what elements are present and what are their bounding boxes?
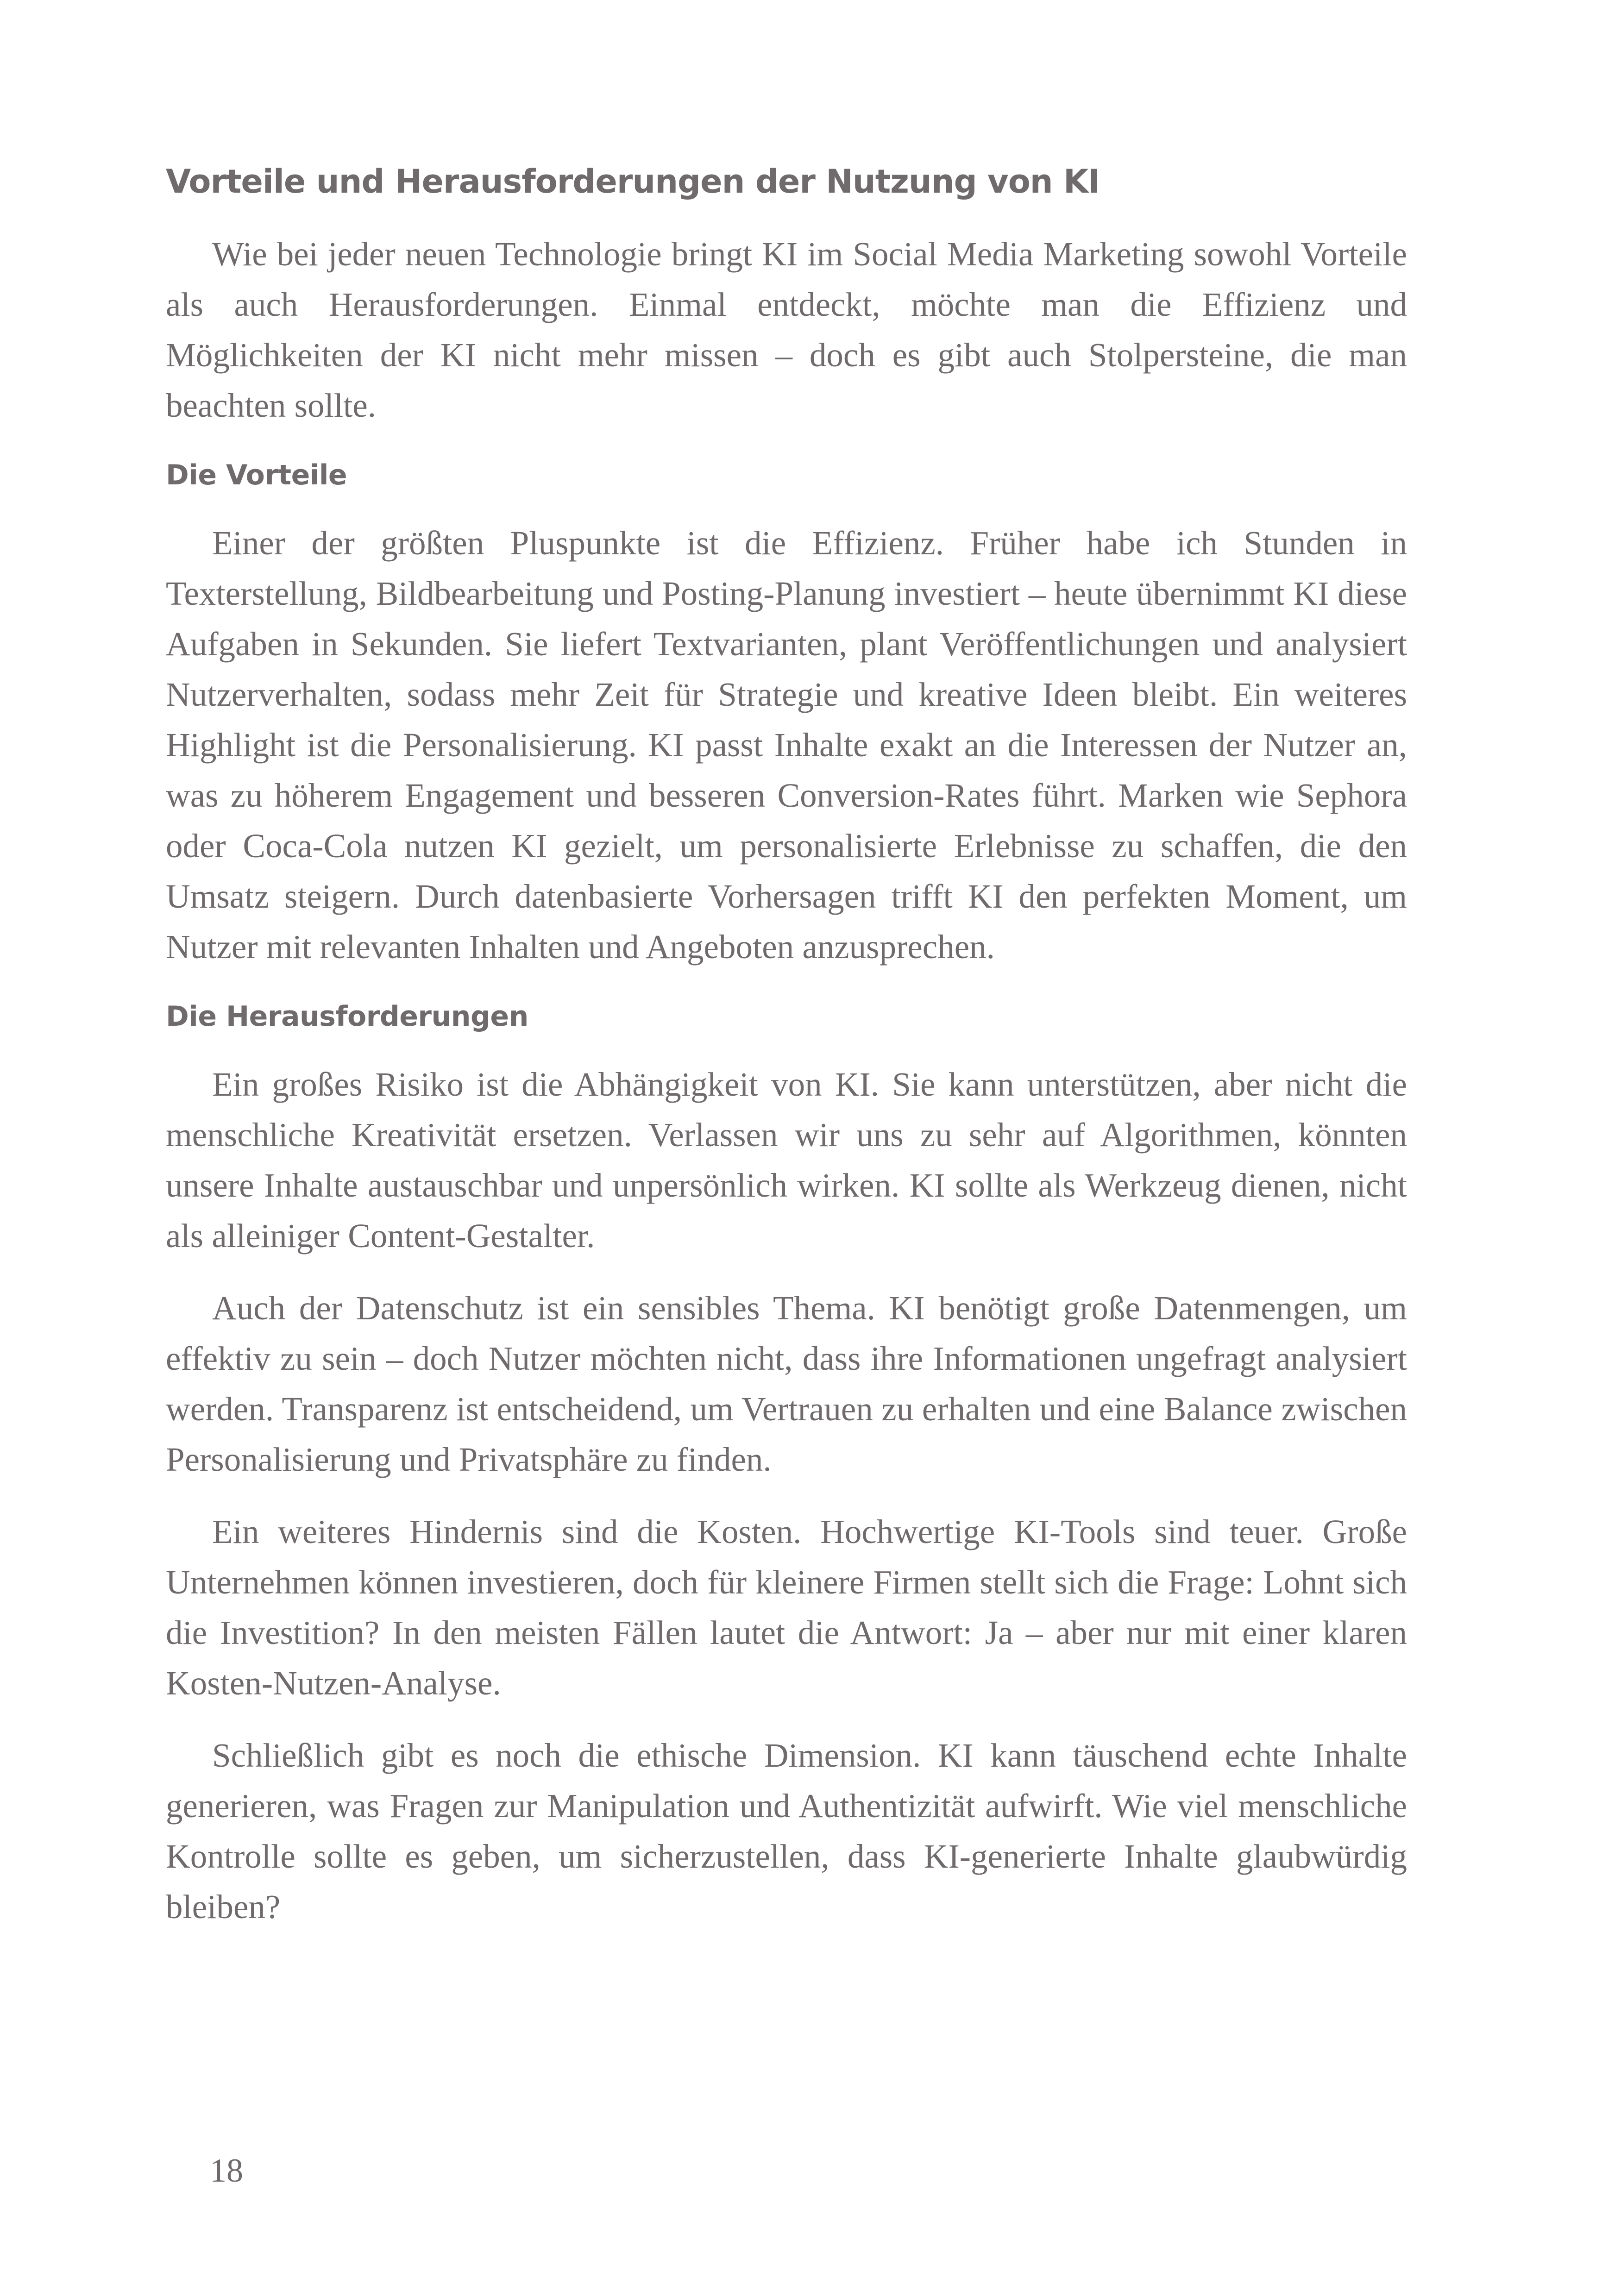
intro-paragraph: Wie bei jeder neuen Technologie bringt KI im Social Media Marketing sowohl Vorteile als auch Herausforderungen. Einmal entdeckt, möchte man die Effizienz und Möglichkeiten der KI nicht mehr missen – doch es gibt auch Stolpersteine, die man beachten sollte. — [166, 235, 1407, 424]
vorteile-paragraph: Einer der größten Pluspunkte ist die Effizienz. Früher habe ich Stunden in Texterstellung, Bildbearbeitung und Posting-Planung investiert – heute übernimmt KI diese Aufgaben in Sekunden. Sie liefert Textvarianten, plant Veröffentlichungen und analysiert Nutzerverhalten, sodass mehr Zeit für Strategie und kreative Ideen bleibt. Ein weiteres Highlight ist die Personalisierung. KI passt Inhalte exakt an die Interessen der Nutzer an, was zu höherem Engagement und besseren Conversion-Rates führt. Marken wie Sephora oder Coca-Cola nutzen KI gezielt, um personalisierte Erlebnisse zu schaffen, die den Umsatz steigern. Durch datenbasierte Vorhersagen trifft KI den perfekten Moment, um Nutzer mit relevanten Inhalten und Angeboten anzusprechen. — [166, 524, 1407, 966]
section-heading-herausforderungen: Die Herausforderungen — [166, 1000, 528, 1033]
section-heading-vorteile: Die Vorteile — [166, 459, 347, 491]
herausforderungen-paragraph-kosten: Ein weiteres Hindernis sind die Kosten. Hochwertige KI-Tools sind teuer. Große Unternehmen können investieren, doch für kleinere Firmen stellt sich die Frage: Lohnt sich die Investition? In den meisten Fällen lautet die Antwort: Ja – aber nur mit einer klaren Kosten-Nutzen-Analyse. — [166, 1513, 1407, 1702]
herausforderungen-paragraph-abhaengigkeit: Ein großes Risiko ist die Abhängigkeit von KI. Sie kann unterstützen, aber nicht die menschliche Kreativität ersetzen. Verlassen wir uns zu sehr auf Algorithmen, könnten unsere Inhalte austauschbar und unpersönlich wirken. KI sollte als Werkzeug dienen, nicht als alleiniger Content-Gestalter. — [166, 1066, 1407, 1255]
herausforderungen-paragraph-ethik: Schließlich gibt es noch die ethische Dimension. KI kann täuschend echte Inhalte generieren, was Fragen zur Manipulation und Authentizität aufwirft. Wie viel menschliche Kontrolle sollte es geben, um sicherzustellen, dass KI-generierte Inhalte glaubwürdig bleiben? — [166, 1737, 1407, 1926]
chapter-heading: Vorteile und Herausforderungen der Nutzung von KI — [166, 163, 1100, 201]
herausforderungen-paragraph-datenschutz: Auch der Datenschutz ist ein sensibles Thema. KI benötigt große Datenmengen, um effektiv zu sein – doch Nutzer möchten nicht, dass ihre Informationen ungefragt analysiert werden. Transparenz ist entscheidend, um Vertrauen zu erhalten und eine Balance zwischen Personalisierung und Privatsphäre zu finden. — [166, 1289, 1407, 1478]
page-content — [166, 162, 1407, 1954]
page-number: 18 — [210, 2152, 243, 2189]
